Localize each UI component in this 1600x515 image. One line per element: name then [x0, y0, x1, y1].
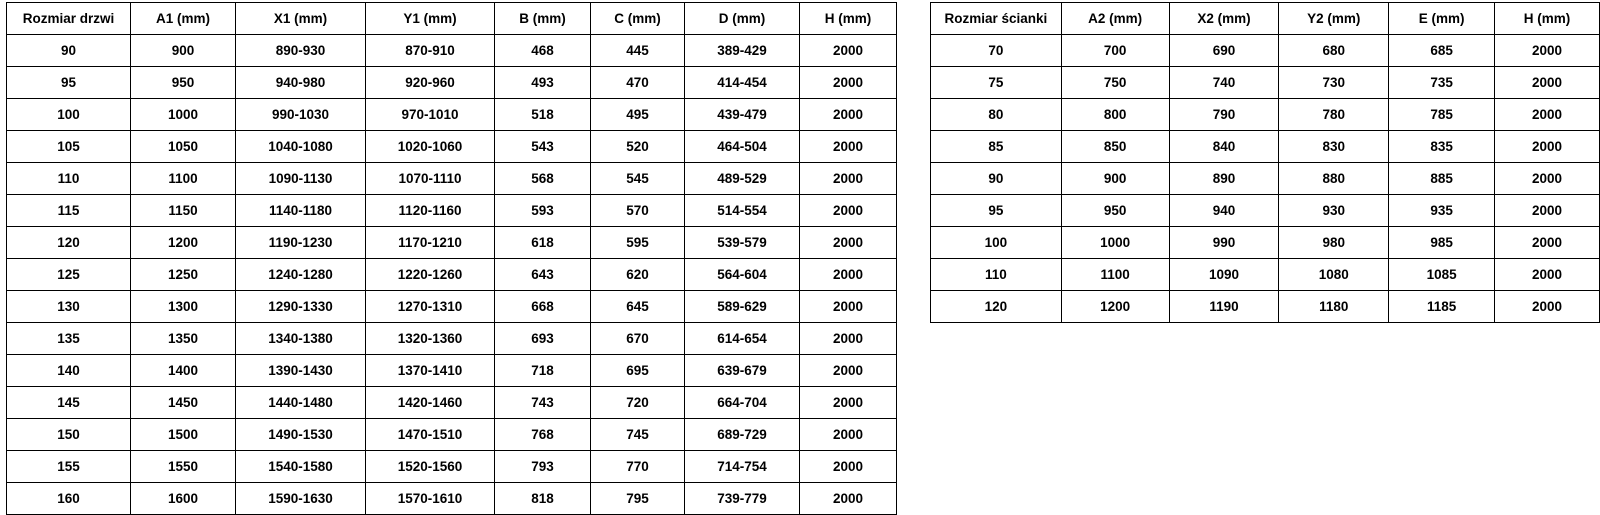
table-cell: 745: [591, 419, 685, 451]
table-cell: 718: [495, 355, 591, 387]
table-cell: 1520-1560: [366, 451, 495, 483]
table-cell: 100: [7, 99, 131, 131]
table-cell: 1240-1280: [236, 259, 366, 291]
table-cell: 2000: [1495, 163, 1600, 195]
table-cell: 595: [591, 227, 685, 259]
column-header: H (mm): [1495, 3, 1600, 35]
table-cell: 120: [931, 291, 1062, 323]
table-cell: 470: [591, 67, 685, 99]
table-cell: 589-629: [685, 291, 800, 323]
table-cell: 1200: [131, 227, 236, 259]
table-cell: 2000: [800, 195, 897, 227]
table-cell: 105: [7, 131, 131, 163]
table-cell: 2000: [1495, 67, 1600, 99]
table-row: [7, 35, 897, 67]
table-cell: 1250: [131, 259, 236, 291]
table-cell: 618: [495, 227, 591, 259]
table-cell: 1080: [1279, 259, 1389, 291]
table-cell: 750: [1061, 67, 1169, 99]
column-header: X2 (mm): [1169, 3, 1279, 35]
table-cell: 950: [1061, 195, 1169, 227]
table-row: [7, 259, 897, 291]
table-cell: 564-604: [685, 259, 800, 291]
table-cell: 75: [931, 67, 1062, 99]
table-cell: 793: [495, 451, 591, 483]
table-cell: 940: [1169, 195, 1279, 227]
table-cell: 1070-1110: [366, 163, 495, 195]
table-cell: 593: [495, 195, 591, 227]
table-cell: 1020-1060: [366, 131, 495, 163]
doors-table-container: [6, 2, 897, 515]
column-header: Rozmiar ścianki: [931, 3, 1062, 35]
table-cell: 700: [1061, 35, 1169, 67]
table-cell: 693: [495, 323, 591, 355]
table-cell: 664-704: [685, 387, 800, 419]
table-row: [7, 387, 897, 419]
table-row: [7, 419, 897, 451]
table-row: [7, 451, 897, 483]
table-cell: 1350: [131, 323, 236, 355]
table-cell: 1420-1460: [366, 387, 495, 419]
table-cell: 2000: [1495, 227, 1600, 259]
table-cell: 900: [1061, 163, 1169, 195]
table-row: [7, 163, 897, 195]
table-cell: 1000: [131, 99, 236, 131]
table-cell: 80: [931, 99, 1062, 131]
table-cell: 620: [591, 259, 685, 291]
doors-dimensions-table: [6, 2, 897, 515]
table-cell: 645: [591, 291, 685, 323]
table-cell: 514-554: [685, 195, 800, 227]
table-cell: 740: [1169, 67, 1279, 99]
table-cell: 835: [1389, 131, 1495, 163]
column-header: D (mm): [685, 3, 800, 35]
table-cell: 1040-1080: [236, 131, 366, 163]
table-cell: 110: [931, 259, 1062, 291]
table-cell: 160: [7, 483, 131, 515]
table-cell: 1500: [131, 419, 236, 451]
table-header-row: [7, 3, 897, 35]
table-cell: 1185: [1389, 291, 1495, 323]
column-header: Rozmiar drzwi: [7, 3, 131, 35]
table-cell: 2000: [800, 387, 897, 419]
walls-table-body: [931, 35, 1600, 323]
table-cell: 120: [7, 227, 131, 259]
table-cell: 389-429: [685, 35, 800, 67]
table-cell: 695: [591, 355, 685, 387]
table-row: [7, 355, 897, 387]
table-cell: 990-1030: [236, 99, 366, 131]
table-cell: 70: [931, 35, 1062, 67]
table-cell: 155: [7, 451, 131, 483]
table-cell: 780: [1279, 99, 1389, 131]
table-row: [931, 131, 1600, 163]
table-cell: 1470-1510: [366, 419, 495, 451]
table-cell: 568: [495, 163, 591, 195]
table-cell: 720: [591, 387, 685, 419]
table-cell: 1000: [1061, 227, 1169, 259]
table-row: [931, 195, 1600, 227]
table-cell: 110: [7, 163, 131, 195]
table-cell: 668: [495, 291, 591, 323]
table-cell: 1220-1260: [366, 259, 495, 291]
table-cell: 614-654: [685, 323, 800, 355]
table-cell: 543: [495, 131, 591, 163]
table-cell: 140: [7, 355, 131, 387]
table-cell: 1490-1530: [236, 419, 366, 451]
table-cell: 689-729: [685, 419, 800, 451]
table-cell: 2000: [800, 323, 897, 355]
table-cell: 1085: [1389, 259, 1495, 291]
table-cell: 1570-1610: [366, 483, 495, 515]
table-cell: 439-479: [685, 99, 800, 131]
table-row: [931, 291, 1600, 323]
table-cell: 768: [495, 419, 591, 451]
table-cell: 1290-1330: [236, 291, 366, 323]
table-cell: 1190-1230: [236, 227, 366, 259]
column-header: A1 (mm): [131, 3, 236, 35]
table-cell: 990: [1169, 227, 1279, 259]
table-cell: 1200: [1061, 291, 1169, 323]
table-cell: 1370-1410: [366, 355, 495, 387]
table-cell: 795: [591, 483, 685, 515]
table-cell: 1270-1310: [366, 291, 495, 323]
column-header: H (mm): [800, 3, 897, 35]
table-cell: 2000: [1495, 195, 1600, 227]
table-cell: 150: [7, 419, 131, 451]
table-cell: 1340-1380: [236, 323, 366, 355]
table-cell: 850: [1061, 131, 1169, 163]
table-cell: 90: [7, 35, 131, 67]
table-cell: 950: [131, 67, 236, 99]
table-cell: 1450: [131, 387, 236, 419]
column-header: X1 (mm): [236, 3, 366, 35]
table-cell: 2000: [1495, 35, 1600, 67]
table-cell: 2000: [1495, 99, 1600, 131]
table-cell: 890-930: [236, 35, 366, 67]
table-cell: 985: [1389, 227, 1495, 259]
table-cell: 1190: [1169, 291, 1279, 323]
table-row: [7, 227, 897, 259]
table-cell: 90: [931, 163, 1062, 195]
table-cell: 95: [7, 67, 131, 99]
table-cell: 690: [1169, 35, 1279, 67]
table-cell: 2000: [800, 483, 897, 515]
table-cell: 468: [495, 35, 591, 67]
table-cell: 2000: [800, 291, 897, 323]
table-cell: 570: [591, 195, 685, 227]
table-cell: 1600: [131, 483, 236, 515]
table-cell: 670: [591, 323, 685, 355]
table-row: [7, 67, 897, 99]
table-cell: 1170-1210: [366, 227, 495, 259]
table-cell: 145: [7, 387, 131, 419]
table-row: [931, 163, 1600, 195]
table-cell: 2000: [800, 99, 897, 131]
table-cell: 800: [1061, 99, 1169, 131]
table-cell: 545: [591, 163, 685, 195]
table-row: [931, 227, 1600, 259]
table-cell: 1090-1130: [236, 163, 366, 195]
table-cell: 2000: [800, 451, 897, 483]
table-cell: 735: [1389, 67, 1495, 99]
table-cell: 464-504: [685, 131, 800, 163]
table-cell: 685: [1389, 35, 1495, 67]
table-cell: 1100: [131, 163, 236, 195]
table-cell: 900: [131, 35, 236, 67]
table-cell: 818: [495, 483, 591, 515]
table-cell: 980: [1279, 227, 1389, 259]
table-cell: 2000: [800, 131, 897, 163]
table-cell: 2000: [800, 163, 897, 195]
table-cell: 785: [1389, 99, 1495, 131]
table-cell: 1050: [131, 131, 236, 163]
table-cell: 2000: [1495, 259, 1600, 291]
table-cell: 495: [591, 99, 685, 131]
table-cell: 489-529: [685, 163, 800, 195]
table-cell: 135: [7, 323, 131, 355]
table-cell: 1390-1430: [236, 355, 366, 387]
table-cell: 1180: [1279, 291, 1389, 323]
table-cell: 95: [931, 195, 1062, 227]
table-cell: 1320-1360: [366, 323, 495, 355]
table-row: [7, 195, 897, 227]
table-cell: 730: [1279, 67, 1389, 99]
table-row: [7, 323, 897, 355]
table-cell: 1590-1630: [236, 483, 366, 515]
table-cell: 100: [931, 227, 1062, 259]
table-cell: 115: [7, 195, 131, 227]
table-row: [7, 131, 897, 163]
table-cell: 520: [591, 131, 685, 163]
table-cell: 743: [495, 387, 591, 419]
table-header-row: [931, 3, 1600, 35]
table-cell: 714-754: [685, 451, 800, 483]
walls-table-container: [930, 2, 1600, 323]
table-cell: 2000: [1495, 131, 1600, 163]
table-cell: 643: [495, 259, 591, 291]
table-cell: 493: [495, 67, 591, 99]
walls-table-header: [931, 3, 1600, 35]
table-cell: 2000: [800, 227, 897, 259]
table-cell: 970-1010: [366, 99, 495, 131]
doors-table-body: [7, 35, 897, 515]
table-cell: 85: [931, 131, 1062, 163]
table-cell: 739-779: [685, 483, 800, 515]
table-cell: 1100: [1061, 259, 1169, 291]
table-cell: 2000: [800, 67, 897, 99]
table-cell: 2000: [800, 259, 897, 291]
walls-dimensions-table: [930, 2, 1600, 323]
table-row: [7, 483, 897, 515]
table-cell: 770: [591, 451, 685, 483]
table-cell: 940-980: [236, 67, 366, 99]
column-header: Y1 (mm): [366, 3, 495, 35]
table-cell: 1120-1160: [366, 195, 495, 227]
table-cell: 1090: [1169, 259, 1279, 291]
table-row: [931, 259, 1600, 291]
table-cell: 2000: [800, 419, 897, 451]
table-cell: 539-579: [685, 227, 800, 259]
table-cell: 840: [1169, 131, 1279, 163]
table-cell: 935: [1389, 195, 1495, 227]
table-cell: 445: [591, 35, 685, 67]
table-row: [931, 67, 1600, 99]
table-cell: 1440-1480: [236, 387, 366, 419]
table-cell: 930: [1279, 195, 1389, 227]
table-cell: 885: [1389, 163, 1495, 195]
doors-table-header: [7, 3, 897, 35]
table-cell: 639-679: [685, 355, 800, 387]
column-header: Y2 (mm): [1279, 3, 1389, 35]
table-row: [7, 291, 897, 323]
table-cell: 1400: [131, 355, 236, 387]
column-header: C (mm): [591, 3, 685, 35]
table-cell: 1550: [131, 451, 236, 483]
table-row: [931, 35, 1600, 67]
table-cell: 890: [1169, 163, 1279, 195]
table-cell: 1540-1580: [236, 451, 366, 483]
table-cell: 2000: [1495, 291, 1600, 323]
table-cell: 2000: [800, 355, 897, 387]
table-cell: 880: [1279, 163, 1389, 195]
table-cell: 920-960: [366, 67, 495, 99]
table-cell: 518: [495, 99, 591, 131]
column-header: A2 (mm): [1061, 3, 1169, 35]
table-cell: 1150: [131, 195, 236, 227]
table-cell: 2000: [800, 35, 897, 67]
table-cell: 830: [1279, 131, 1389, 163]
table-cell: 130: [7, 291, 131, 323]
table-cell: 1140-1180: [236, 195, 366, 227]
table-cell: 680: [1279, 35, 1389, 67]
column-header: B (mm): [495, 3, 591, 35]
table-cell: 125: [7, 259, 131, 291]
table-row: [7, 99, 897, 131]
table-cell: 870-910: [366, 35, 495, 67]
table-row: [931, 99, 1600, 131]
column-header: E (mm): [1389, 3, 1495, 35]
table-cell: 790: [1169, 99, 1279, 131]
table-cell: 414-454: [685, 67, 800, 99]
table-cell: 1300: [131, 291, 236, 323]
